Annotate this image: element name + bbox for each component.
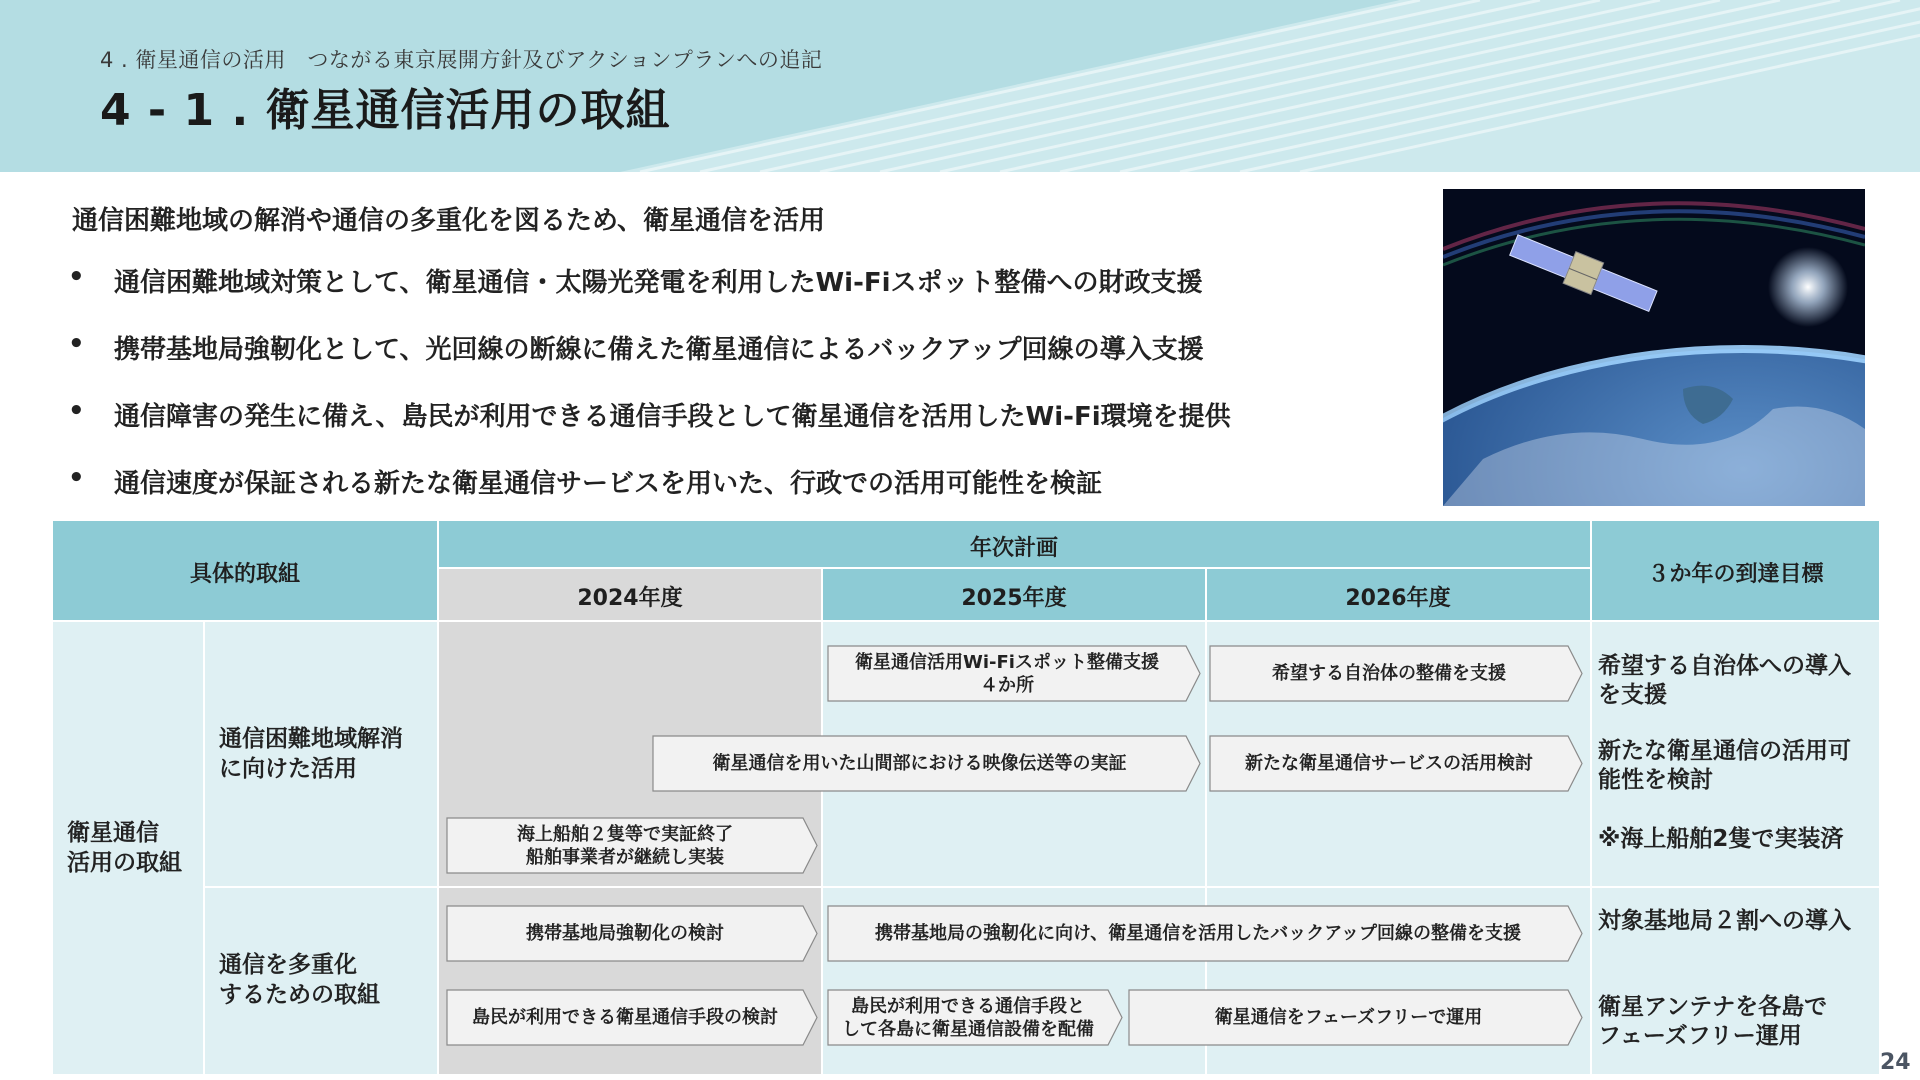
bullet-text: 通信困難地域対策として、衛星通信・太陽光発電を利用したWi-Fiスポット整備への財政支援 xyxy=(114,268,1203,298)
bullet-item xyxy=(68,262,1203,299)
plan-arrow-municipality-support xyxy=(1209,645,1583,702)
breadcrumb: 4 . 衛星通信の活用 つながる東京展開方針及びアクションプランへの追記 xyxy=(100,48,823,72)
arrow-text: ４か所 xyxy=(980,674,1034,696)
category-label xyxy=(67,818,182,878)
header-year-2025: 2025年度 xyxy=(961,586,1067,611)
arrow-text: 衛星通信を用いた山間部における映像伝送等の実証 xyxy=(712,753,1127,774)
bullet-text: 通信速度が保証される新たな衛星通信サービスを用いた、行政での活用可能性を検証 xyxy=(114,469,1103,499)
arrow-text: して各島に衛星通信設備を配備 xyxy=(842,1018,1094,1040)
goal-text: 対象基地局２割への導入 xyxy=(1598,908,1851,934)
group-label-coverage xyxy=(219,724,403,784)
goal-text: 新たな衛星通信の活用可 xyxy=(1598,738,1851,764)
arrow-text: 海上船舶２隻等で実証終了 xyxy=(517,823,733,845)
goal-text: を支援 xyxy=(1598,682,1667,708)
goal-text: フェーズフリー運用 xyxy=(1598,1023,1802,1049)
arrow-text: 島民が利用できる衛星通信手段の検討 xyxy=(472,1007,778,1028)
bullet-text: 携帯基地局強靭化として、光回線の断線に備えた衛星通信によるバックアップ回線の導入支援 xyxy=(114,335,1204,365)
header-year-2026: 2026年度 xyxy=(1345,586,1451,611)
goal-text: 能性を検討 xyxy=(1598,767,1713,793)
goal-text: 希望する自治体への導入 xyxy=(1598,653,1851,679)
bullet-dot: • xyxy=(68,463,85,493)
page-title: 4 - 1 . 衛星通信活用の取組 xyxy=(100,85,671,136)
bullet-item xyxy=(68,396,1231,433)
lead-text: 通信困難地域の解消や通信の多重化を図るため、衛星通信を活用 xyxy=(72,206,825,236)
header-band xyxy=(0,0,1920,172)
grid-line xyxy=(438,567,1590,569)
goal-text: ※海上船舶2隻で実装済 xyxy=(1598,826,1844,852)
bullet-dot: • xyxy=(68,396,85,426)
plan-arrow-base-station-study xyxy=(446,905,818,962)
group-label-redundancy xyxy=(219,950,380,1010)
header-year-2024: 2024年度 xyxy=(577,586,683,611)
arrow-text: 島民が利用できる通信手段と xyxy=(851,995,1085,1017)
header-annual-plan: 年次計画 xyxy=(969,536,1058,561)
grid-line xyxy=(203,621,205,1074)
arrow-text: 携帯基地局の強靭化に向け、衛星通信を活用したバックアップ回線の整備を支援 xyxy=(874,923,1522,944)
arrow-text: 携帯基地局強靭化の検討 xyxy=(526,923,724,944)
header-goal: ３か年の到達目標 xyxy=(1647,562,1824,587)
grid-line xyxy=(204,886,1879,888)
plan-arrow-phase-free-operation xyxy=(1128,989,1583,1046)
category-label-line: 衛星通信 xyxy=(67,820,159,846)
page-number: 24 xyxy=(1880,1050,1911,1075)
header-initiative: 具体的取組 xyxy=(189,562,300,587)
plan-arrow-ship-demo xyxy=(446,817,818,874)
bullet-item xyxy=(68,329,1204,366)
group-label-line: 通信を多重化 xyxy=(219,952,357,978)
category-label-line: 活用の取組 xyxy=(67,850,182,876)
grid-line xyxy=(53,620,1879,622)
arrow-text: 希望する自治体の整備を支援 xyxy=(1272,663,1506,684)
goal-item xyxy=(1598,907,1851,936)
plan-arrow-mountain-video-demo xyxy=(652,735,1201,792)
annual-plan-table xyxy=(53,521,1879,1074)
grid-line xyxy=(821,569,823,1074)
group-label-line: に向けた活用 xyxy=(219,756,357,782)
plan-arrow-new-service-study xyxy=(1209,735,1583,792)
group-label-line: するための取組 xyxy=(219,982,380,1008)
satellite-earth-image xyxy=(1443,189,1865,506)
bullet-dot: • xyxy=(68,262,85,292)
group-label-line: 通信困難地域解消 xyxy=(219,726,403,752)
bullet-dot: • xyxy=(68,329,85,359)
goal-item xyxy=(1598,652,1851,710)
plan-arrow-island-equipment xyxy=(827,989,1123,1046)
arrow-text: 船舶事業者が継続し実装 xyxy=(526,846,724,868)
arrow-text: 衛星通信をフェーズフリーで運用 xyxy=(1214,1007,1483,1028)
goal-text: 衛星アンテナを各島で xyxy=(1598,994,1828,1020)
bullet-text: 通信障害の発生に備え、島民が利用できる通信手段として衛星通信を活用したWi-Fi環境を提供 xyxy=(114,402,1231,432)
bullet-item xyxy=(68,463,1102,500)
plan-arrow-backup-line-support xyxy=(827,905,1583,962)
goal-item xyxy=(1598,737,1851,795)
plan-arrow-wifi-support xyxy=(827,645,1201,702)
goal-item xyxy=(1598,825,1843,854)
arrow-text: 新たな衛星通信サービスの活用検討 xyxy=(1245,753,1533,774)
plan-arrow-island-means-study xyxy=(446,989,818,1046)
grid-line xyxy=(1590,521,1592,1074)
arrow-text: 衛星通信活用Wi-Fiスポット整備支援 xyxy=(855,651,1159,673)
goal-item xyxy=(1598,993,1827,1051)
